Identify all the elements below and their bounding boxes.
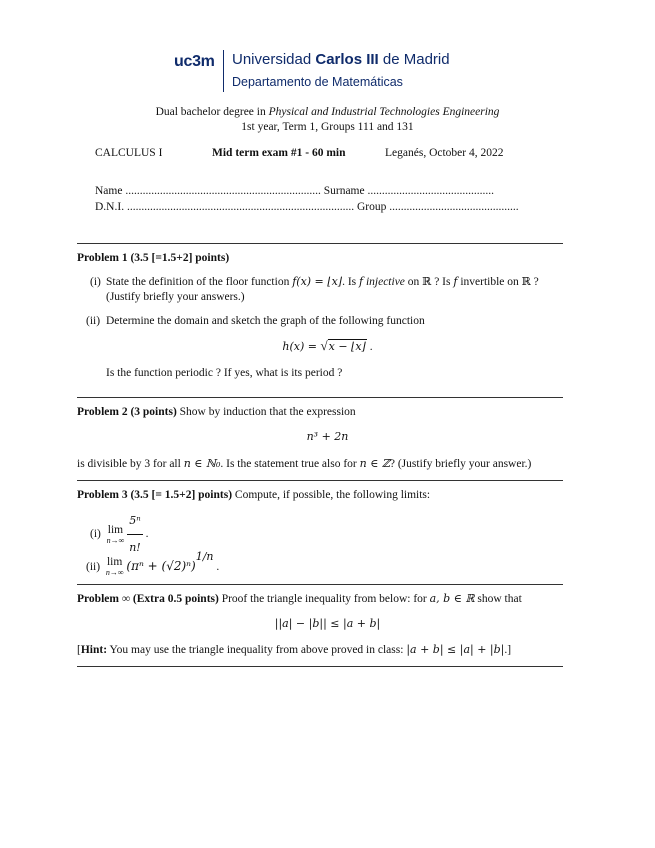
divider (77, 243, 563, 244)
problem1-ii-text: Determine the domain and sketch the graph of the following function (106, 315, 425, 327)
problem3-i: (i) lim n→∞ $\frac{\text{5ⁿ}}{n!}$ . (90, 508, 148, 561)
university-logo (174, 50, 450, 96)
divider (77, 397, 563, 398)
problem2-text: is divisible by 3 for all n ∈ ℕ₀. Is the statement true also for n ∈ ℤ? (Justify briefly your answer.) (77, 457, 532, 470)
problem2-formula: n³ + 2n (306, 430, 349, 443)
course-name: CALCULUS I (95, 147, 163, 159)
divider (77, 480, 563, 481)
year-line: 1st year, Term 1, Groups 111 and 131 (241, 121, 414, 133)
limit-operator: lim n→∞ (106, 523, 125, 545)
problem3-title: Problem 3 (3.5 [= 1.5+2] points) (77, 489, 233, 501)
problem1-ii-num: (ii) (86, 315, 101, 327)
degree-line: Dual bachelor degree in Physical and Industrial Technologies Engineering (155, 106, 500, 118)
problem2-title: Problem 2 (3 points) (77, 406, 177, 418)
dni-group-line: D.N.I. ............................................................................... Group ............................................. (95, 201, 519, 213)
divider (77, 666, 563, 667)
fraction: $\frac{\text{5ⁿ}}{n!}$ (127, 508, 143, 561)
surname-label: Surname (323, 185, 365, 197)
problem4-title: Problem ∞ (Extra 0.5 points) (77, 593, 219, 605)
problem2-header: Problem 2 (3 points) Show by induction that the expression (77, 406, 356, 418)
group-label: Group (356, 201, 387, 213)
university-name: Universidad Carlos III de Madrid (232, 51, 450, 68)
problem1-i-line2: (Justify briefly your answers.) (106, 291, 245, 303)
problem4-hint: [Hint: You may use the triangle inequality from above proved in class: |a + b| ≤ |a| + |b|.] (77, 643, 512, 656)
uc3m-mark: uc3m (174, 53, 215, 70)
name-surname-line: Name .................................................................... Surname ............................................ (95, 185, 494, 197)
problem1-ii-question: Is the function periodic ? If yes, what is its period ? (106, 367, 343, 379)
dni-label: D.N.I. (95, 201, 125, 213)
name-label: Name (95, 185, 123, 197)
department-name: Departamento de Matemáticas (232, 75, 403, 89)
problem4-header: Problem ∞ (Extra 0.5 points) Proof the triangle inequality from below: for a, b ∈ ℝ show that (77, 592, 522, 605)
problem1-i-num: (i) (90, 276, 101, 288)
problem3-header: Problem 3 (3.5 [= 1.5+2] points) Compute, if possible, the following limits: (77, 489, 431, 501)
divider (77, 584, 563, 585)
problem4-formula: ||a| − |b|| ≤ |a + b| (274, 617, 381, 630)
limit-operator: lim n→∞ (105, 556, 124, 578)
logo-divider (223, 50, 224, 92)
place-date: Leganés, October 4, 2022 (385, 147, 504, 159)
problem1-title: Problem 1 (3.5 [=1.5+2] points) (77, 252, 230, 264)
problem1-formula: h(x) = √x − ⌊x⌋ . (282, 338, 373, 353)
exam-title: Mid term exam #1 - 60 min (212, 147, 346, 159)
problem3-ii: (ii) lim n→∞ $(\pi^n + (√2)^n)^{1/n}$ . (86, 550, 220, 578)
problem1-i-text: State the definition of the floor function f(x) = ⌊x⌋. Is f injective on ℝ ? Is f invertible on ℝ ? (106, 275, 539, 288)
